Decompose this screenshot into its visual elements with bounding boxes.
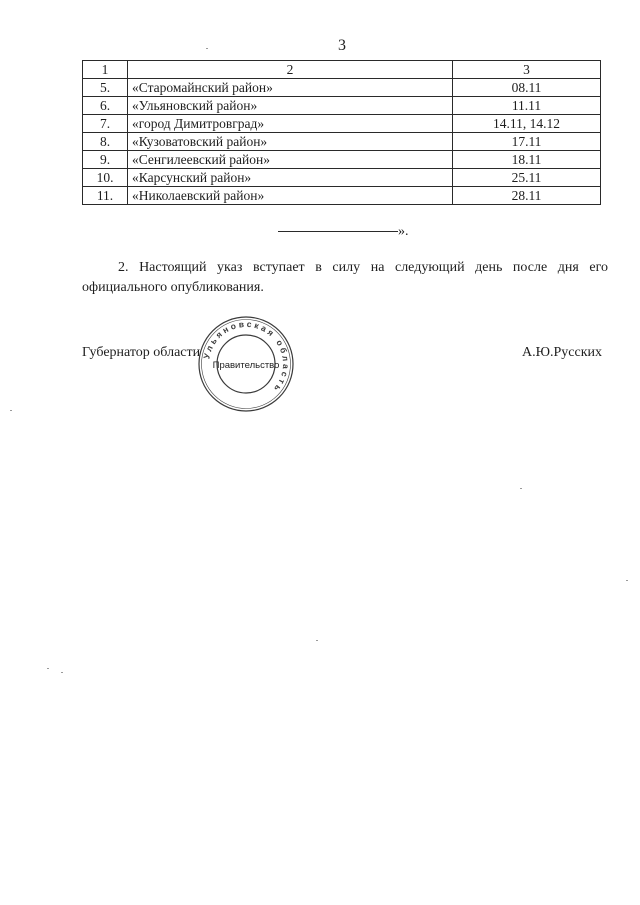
header-cell-district: 2	[128, 61, 453, 79]
table-row	[83, 115, 601, 133]
row-number-cell: 5.	[83, 79, 128, 97]
row-number-cell: 9.	[83, 151, 128, 169]
district-cell: «Карсунский район»	[128, 169, 453, 187]
page-number: 3	[338, 37, 346, 54]
table-row	[83, 151, 601, 169]
official-seal-stamp	[196, 314, 296, 414]
table-row	[83, 133, 601, 151]
row-number-cell: 11.	[83, 187, 128, 205]
dates-cell: 28.11	[453, 187, 601, 205]
svg-text:Ульяновская область: Ульяновская область	[201, 318, 292, 396]
header-cell-number: 1	[83, 61, 128, 79]
row-number-cell: 8.	[83, 133, 128, 151]
table-row	[83, 79, 601, 97]
table-header-row	[83, 61, 601, 79]
district-cell: «Старомайнский район»	[128, 79, 453, 97]
dates-cell: 17.11	[453, 133, 601, 151]
row-number-cell: 7.	[83, 115, 128, 133]
dates-cell: 08.11	[453, 79, 601, 97]
paragraph-line-1: 2. Настоящий указ вступает в силу на следующий день после дня его	[118, 260, 608, 275]
paragraph-line-2: официального опубликования.	[82, 280, 264, 295]
closing-quote-line	[278, 224, 409, 240]
table-row	[83, 97, 601, 115]
dates-cell: 18.11	[453, 151, 601, 169]
district-cell: «Сенгилеевский район»	[128, 151, 453, 169]
dates-cell: 11.11	[453, 97, 601, 115]
row-number-cell: 6.	[83, 97, 128, 115]
dates-cell: 14.11, 14.12	[453, 115, 601, 133]
district-cell: «Ульяновский район»	[128, 97, 453, 115]
signature-position: Губернатор области	[82, 345, 201, 360]
schedule-table	[82, 60, 601, 205]
header-cell-dates: 3	[453, 61, 601, 79]
svg-text:Правительство: Правительство	[212, 360, 280, 371]
blank-underline	[278, 231, 398, 232]
district-cell: «Кузоватовский район»	[128, 133, 453, 151]
table-row	[83, 169, 601, 187]
district-cell: «Николаевский район»	[128, 187, 453, 205]
dates-cell: 25.11	[453, 169, 601, 187]
closing-quote-mark: ».	[398, 224, 409, 239]
district-cell: «город Димитровград»	[128, 115, 453, 133]
decree-paragraph	[82, 258, 608, 298]
table-row	[83, 187, 601, 205]
signature-name: А.Ю.Русских	[521, 345, 602, 360]
row-number-cell: 10.	[83, 169, 128, 187]
